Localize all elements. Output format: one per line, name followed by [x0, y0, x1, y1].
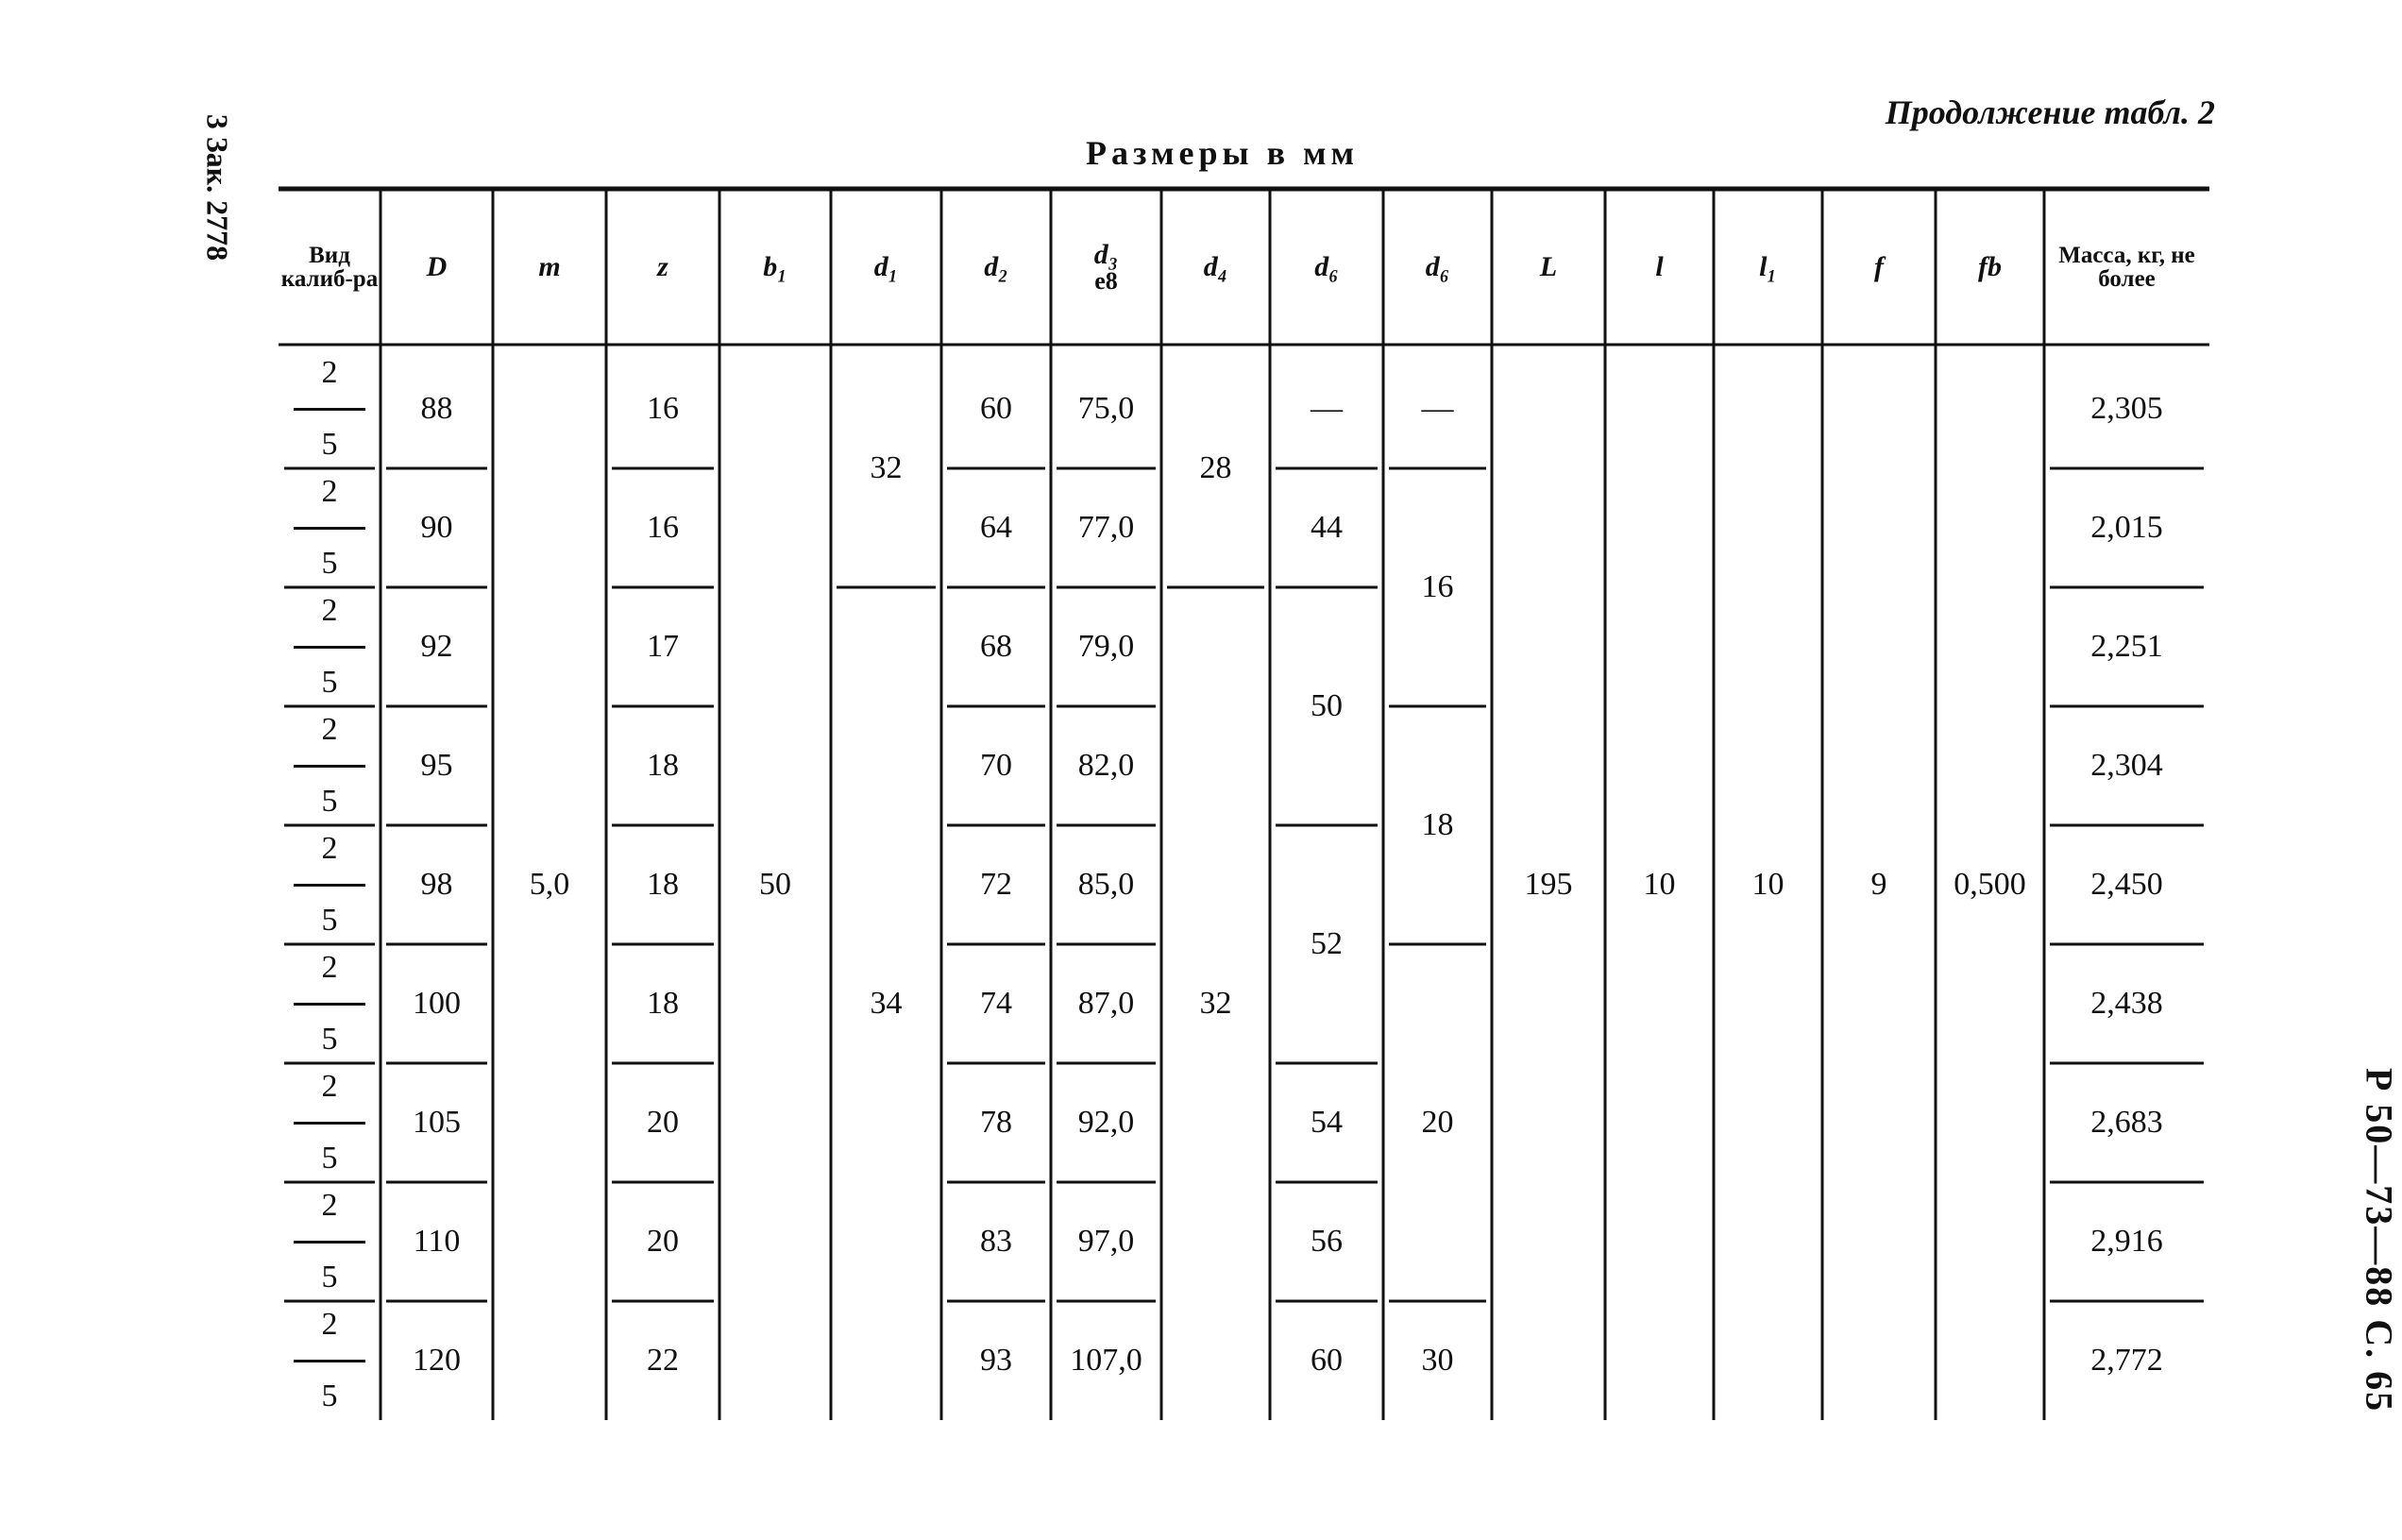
- header-z: z: [657, 250, 668, 282]
- cell-D: 105: [413, 1105, 461, 1140]
- cell-d4-merged: 32: [1199, 986, 1232, 1021]
- cell-D: 90: [420, 510, 453, 545]
- fraction-denominator: 5: [321, 427, 338, 462]
- fraction-numerator: 2: [321, 1069, 338, 1104]
- cell-z: 16: [647, 510, 679, 545]
- header-f: f: [1874, 250, 1884, 282]
- cell-d5: —: [1311, 391, 1343, 426]
- cell-d1-merged: 32: [870, 450, 903, 485]
- header-type: Вид калиб-ра: [280, 242, 379, 292]
- fraction-bar: [294, 646, 365, 649]
- cell-d3: 77,0: [1077, 510, 1135, 545]
- calibre-type-fraction: [279, 712, 381, 820]
- header-d6: d₆: [1425, 250, 1450, 282]
- header-L: L: [1539, 250, 1558, 282]
- calibre-type-fraction: [279, 831, 381, 939]
- fraction-numerator: 2: [321, 831, 338, 866]
- cell-d4-merged: 28: [1199, 450, 1232, 485]
- cell-d3: 75,0: [1077, 391, 1135, 426]
- fraction-bar: [294, 884, 365, 887]
- standard-page-label: Р 50—73—88 С. 65: [2358, 1067, 2401, 1413]
- cell-D: 100: [413, 986, 461, 1021]
- cell-d2: 70: [980, 748, 1012, 783]
- fraction-denominator: 5: [321, 665, 338, 700]
- cell-d2: 74: [980, 986, 1012, 1021]
- header-l1: l₁: [1759, 250, 1777, 282]
- fraction-bar: [294, 527, 365, 530]
- fraction-bar: [294, 1360, 365, 1362]
- fraction-numerator: 2: [321, 1188, 338, 1223]
- header-l: l: [1655, 250, 1664, 282]
- cell-D: 110: [413, 1224, 461, 1259]
- fraction-numerator: 2: [321, 355, 338, 390]
- cell-d3: 85,0: [1077, 867, 1135, 902]
- cell-D: 120: [413, 1343, 461, 1378]
- fraction-denominator: 5: [321, 784, 338, 819]
- cell-d5: 54: [1311, 1105, 1343, 1140]
- cell-d6-merged: 16: [1421, 569, 1454, 604]
- cell-d1-merged: 34: [870, 986, 903, 1021]
- fraction-numerator: 2: [321, 950, 338, 985]
- cell-mass: 2,438: [2090, 986, 2163, 1021]
- units-label: Размеры в мм: [1086, 134, 1360, 172]
- cell-m-merged: 5,0: [529, 867, 570, 902]
- cell-L-merged: 195: [1524, 867, 1573, 902]
- header-d2: d₂: [984, 250, 1008, 282]
- header-mass: Масса, кг, не более: [2058, 242, 2195, 292]
- header-m: m: [538, 250, 561, 282]
- calibre-type-fraction: [279, 1069, 381, 1176]
- calibre-type-fraction: [279, 950, 381, 1058]
- cell-mass: 2,015: [2090, 510, 2163, 545]
- fraction-numerator: 2: [321, 474, 338, 509]
- cell-fb-merged: 0,500: [1954, 867, 2026, 902]
- cell-d6: 30: [1421, 1343, 1454, 1378]
- cell-d3: 79,0: [1077, 629, 1135, 664]
- fraction-denominator: 5: [321, 1379, 338, 1413]
- cell-z: 18: [647, 867, 679, 902]
- cell-l1-merged: 10: [1751, 867, 1785, 902]
- cell-z: 18: [647, 986, 679, 1021]
- cell-d2: 93: [980, 1343, 1012, 1378]
- header-fb: fb: [1978, 250, 2002, 282]
- cell-mass: 2,916: [2090, 1224, 2163, 1259]
- header-d3-symbol: d₃: [1093, 238, 1119, 270]
- cell-z: 18: [647, 748, 679, 783]
- cell-mass: 2,683: [2090, 1105, 2163, 1140]
- fraction-numerator: 2: [321, 1307, 338, 1342]
- cell-d2: 68: [980, 629, 1012, 664]
- cell-mass: 2,772: [2090, 1343, 2163, 1378]
- fraction-denominator: 5: [321, 903, 338, 938]
- cell-z: 20: [647, 1105, 679, 1140]
- cell-d2: 64: [980, 510, 1012, 545]
- continuation-label: Продолжение табл. 2: [1885, 93, 2215, 131]
- header-b1: b₁: [763, 250, 787, 282]
- cell-d3: 82,0: [1077, 748, 1135, 783]
- cell-d2: 60: [980, 391, 1012, 426]
- fraction-bar: [294, 1241, 365, 1244]
- cell-d3: 97,0: [1077, 1224, 1135, 1259]
- cell-b1-merged: 50: [759, 867, 791, 902]
- cell-d5: 56: [1311, 1224, 1343, 1259]
- header-d4: d₄: [1203, 250, 1228, 282]
- dimensions-table: [279, 184, 2209, 1421]
- fraction-bar: [294, 1003, 365, 1006]
- cell-d6-merged: 18: [1421, 807, 1454, 842]
- fraction-denominator: 5: [321, 546, 338, 581]
- cell-z: 20: [647, 1224, 679, 1259]
- cell-mass: 2,304: [2090, 748, 2163, 783]
- calibre-type-fraction: [279, 593, 381, 701]
- calibre-type-fraction: [279, 355, 381, 463]
- order-number: 3 Зак. 2778: [200, 113, 235, 262]
- cell-d5: 44: [1311, 510, 1343, 545]
- cell-D: 92: [420, 629, 453, 664]
- cell-d5-merged: 52: [1311, 926, 1343, 961]
- cell-d3: 87,0: [1077, 986, 1135, 1021]
- calibre-type-fraction: [279, 474, 381, 582]
- fraction-bar: [294, 1122, 365, 1125]
- cell-d6-merged: 20: [1421, 1105, 1454, 1140]
- cell-d5: 60: [1311, 1343, 1343, 1378]
- fraction-numerator: 2: [321, 712, 338, 747]
- cell-d3: 92,0: [1077, 1105, 1135, 1140]
- cell-mass: 2,305: [2090, 391, 2163, 426]
- header-d3: [1051, 189, 1161, 345]
- fraction-denominator: 5: [321, 1141, 338, 1176]
- fraction-denominator: 5: [321, 1022, 338, 1057]
- cell-D: 95: [420, 748, 453, 783]
- cell-d2: 83: [980, 1224, 1012, 1259]
- cell-d2: 78: [980, 1105, 1012, 1140]
- cell-D: 98: [420, 867, 453, 902]
- cell-d3: 107,0: [1070, 1343, 1142, 1378]
- fraction-bar: [294, 765, 365, 768]
- cell-z: 17: [647, 629, 679, 664]
- calibre-type-fraction: [279, 1307, 381, 1414]
- header-d3-tolerance: e8: [1094, 266, 1118, 295]
- cell-d5-merged: 50: [1311, 688, 1343, 723]
- cell-d6: —: [1421, 391, 1454, 426]
- header-D: D: [426, 250, 448, 282]
- fraction-numerator: 2: [321, 593, 338, 628]
- cell-z: 22: [647, 1343, 679, 1378]
- cell-f-merged: 9: [1870, 867, 1887, 902]
- calibre-type-fraction: [279, 1188, 381, 1295]
- fraction-bar: [294, 408, 365, 411]
- cell-mass: 2,450: [2090, 867, 2163, 902]
- fraction-denominator: 5: [321, 1260, 338, 1295]
- cell-l-merged: 10: [1643, 867, 1676, 902]
- cell-D: 88: [420, 391, 453, 426]
- header-d1: d₁: [873, 250, 899, 282]
- cell-z: 16: [647, 391, 679, 426]
- cell-mass: 2,251: [2090, 629, 2163, 664]
- header-d5: d₆: [1314, 250, 1339, 282]
- cell-d2: 72: [980, 867, 1012, 902]
